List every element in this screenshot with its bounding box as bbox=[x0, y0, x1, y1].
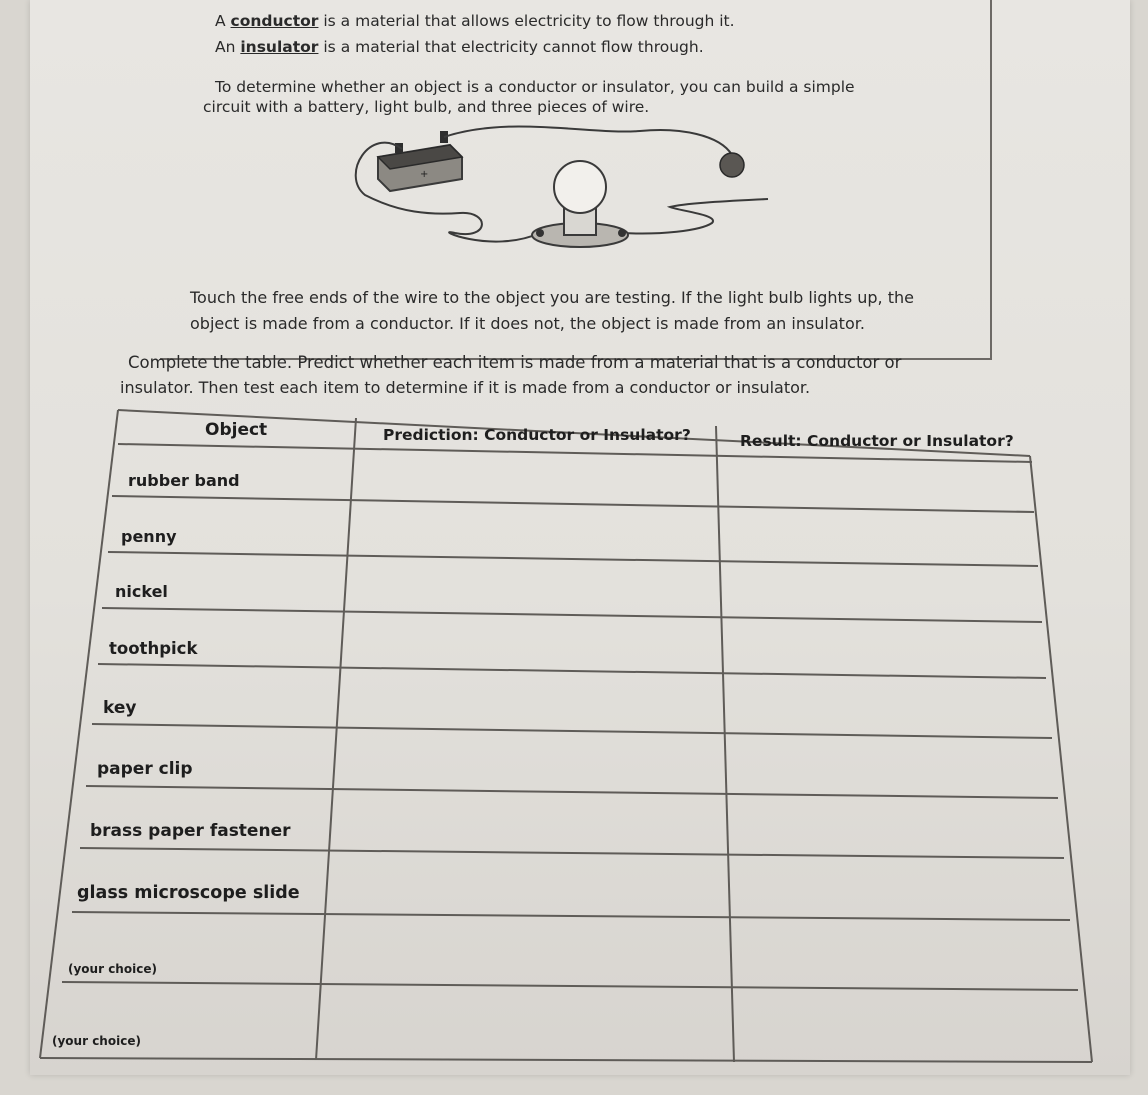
table-rule bbox=[72, 912, 1070, 920]
intro-line-4: circuit with a battery, light bulb, and three pieces of wire. bbox=[203, 98, 650, 116]
table-rule bbox=[62, 982, 1078, 990]
table-rule bbox=[102, 608, 1042, 622]
row-label-paper-clip: paper clip bbox=[97, 759, 193, 779]
conductor-term: conductor bbox=[230, 12, 319, 30]
row-label-rubber-band: rubber band bbox=[128, 471, 240, 490]
svg-text:+: + bbox=[420, 169, 429, 180]
table-rule bbox=[40, 410, 118, 1058]
table-rule bbox=[40, 1058, 1092, 1062]
row-label-toothpick: toothpick bbox=[109, 639, 198, 658]
table-rule bbox=[108, 552, 1038, 566]
row-label-brass-paper-fastener: brass paper fastener bbox=[90, 821, 291, 841]
table-rule bbox=[716, 426, 734, 1062]
insulator-term: insulator bbox=[240, 38, 319, 56]
complete-instruction-line-1: Complete the table. Predict whether each item is made from a material that is a conductor or bbox=[128, 353, 902, 372]
row-label-glass-microscope-slide: glass microscope slide bbox=[77, 883, 300, 903]
complete-instruction-line-2: insulator. Then test each item to determine if it is made from a conductor or insulator. bbox=[120, 378, 811, 397]
row-label-penny: penny bbox=[121, 527, 177, 546]
intro-line-3: To determine whether an object is a conductor or insulator, you can build a simple bbox=[215, 78, 855, 96]
row-label-your-choice-1: (your choice) bbox=[68, 962, 157, 976]
header-result: Result: Conductor or Insulator? bbox=[740, 432, 1014, 450]
table-rule bbox=[316, 418, 356, 1060]
table-rule bbox=[92, 724, 1052, 738]
table-rule bbox=[80, 848, 1064, 858]
row-label-key: key bbox=[103, 698, 137, 718]
header-prediction: Prediction: Conductor or Insulator? bbox=[383, 426, 691, 444]
touch-instruction-line-2: object is made from a conductor. If it does not, the object is made from an insulator. bbox=[190, 314, 865, 333]
row-label-your-choice-2: (your choice) bbox=[52, 1034, 141, 1048]
table-rule bbox=[86, 786, 1058, 798]
conductor-definition: A conductor is a material that allows electricity to flow through it. bbox=[215, 12, 735, 30]
table-rule bbox=[1030, 456, 1092, 1062]
table-rule bbox=[98, 664, 1046, 678]
table-rule bbox=[112, 496, 1034, 512]
touch-instruction-line-1: Touch the free ends of the wire to the object you are testing. If the light bulb lights up, the bbox=[190, 288, 914, 307]
header-object: Object bbox=[205, 420, 268, 440]
insulator-definition: An insulator is a material that electricity cannot flow through. bbox=[215, 38, 704, 56]
row-label-nickel: nickel bbox=[115, 582, 168, 601]
